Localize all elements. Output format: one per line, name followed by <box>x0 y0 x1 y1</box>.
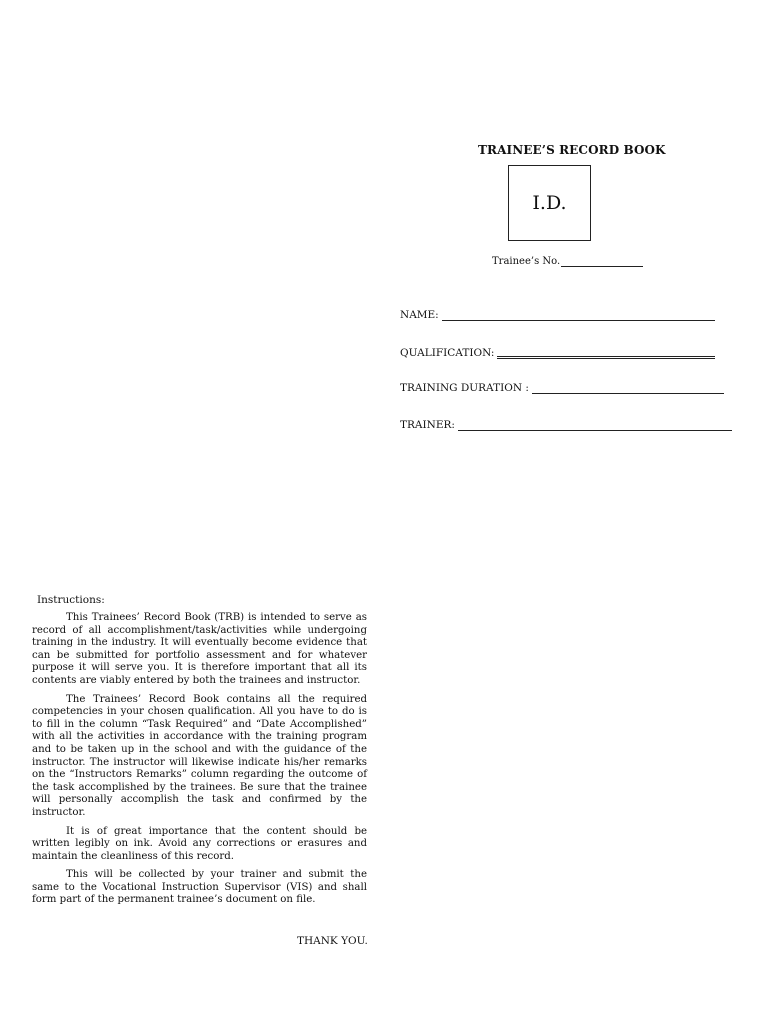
id-photo-box <box>508 165 591 241</box>
trainee-number-blank[interactable] <box>561 256 643 267</box>
qualification-blank[interactable] <box>497 346 715 359</box>
name-field <box>400 309 715 321</box>
instructions-paragraph: This will be collected by your trainer and submit the same to the Vocational Instruction Supervisor (VIS) and shall form part of the permanent trainee’s document on file. <box>32 869 367 906</box>
instructions-heading: Instructions: <box>37 594 105 606</box>
instructions-paragraph: It is of great importance that the content should be written legibly on ink. Avoid any corrections or erasures and maintain the cleanliness of this record. <box>32 825 367 862</box>
name-blank[interactable] <box>442 309 715 321</box>
qualification-label: QUALIFICATION: <box>400 347 495 359</box>
trainer-field <box>400 419 732 431</box>
trainer-label: TRAINER: <box>400 419 455 431</box>
id-label: I.D. <box>532 192 567 214</box>
training-duration-field <box>400 382 724 394</box>
trainee-number-field <box>492 256 643 267</box>
training-duration-blank[interactable] <box>532 382 724 394</box>
closing-thank-you: THANK YOU. <box>297 935 368 947</box>
trainer-blank[interactable] <box>458 419 732 431</box>
instructions-paragraph: This Trainees’ Record Book (TRB) is intended to serve as record of all accomplishment/task/activities while undergoing training in the industry. It will eventually become evidence that can be submitted for portfolio assessment and for whatever purpose it will serve you. It is therefore important that all its contents are viably entered by both the trainees and instructor. <box>32 612 367 686</box>
instructions-paragraph: The Trainees’ Record Book contains all the required competencies in your chosen qualification. All you have to do is to fill in the column “Task Required” and “Date Accomplished” with all the activities in accordance with the training program and to be taken up in the school and with the guidance of the instructor. The instructor will likewise indicate his/her remarks on the “Instructors Remarks” column regarding the outcome of the task accomplished by the trainees. Be sure that the trainee will personally accomplish the task and confirmed by the instructor. <box>32 693 367 818</box>
training-duration-label: TRAINING DURATION : <box>400 382 529 394</box>
name-label: NAME: <box>400 309 439 321</box>
page-title: TRAINEE’S RECORD BOOK <box>478 143 666 157</box>
qualification-field <box>400 346 715 359</box>
trainee-number-label: Trainee’s No. <box>492 256 561 267</box>
instructions-body <box>32 612 367 913</box>
